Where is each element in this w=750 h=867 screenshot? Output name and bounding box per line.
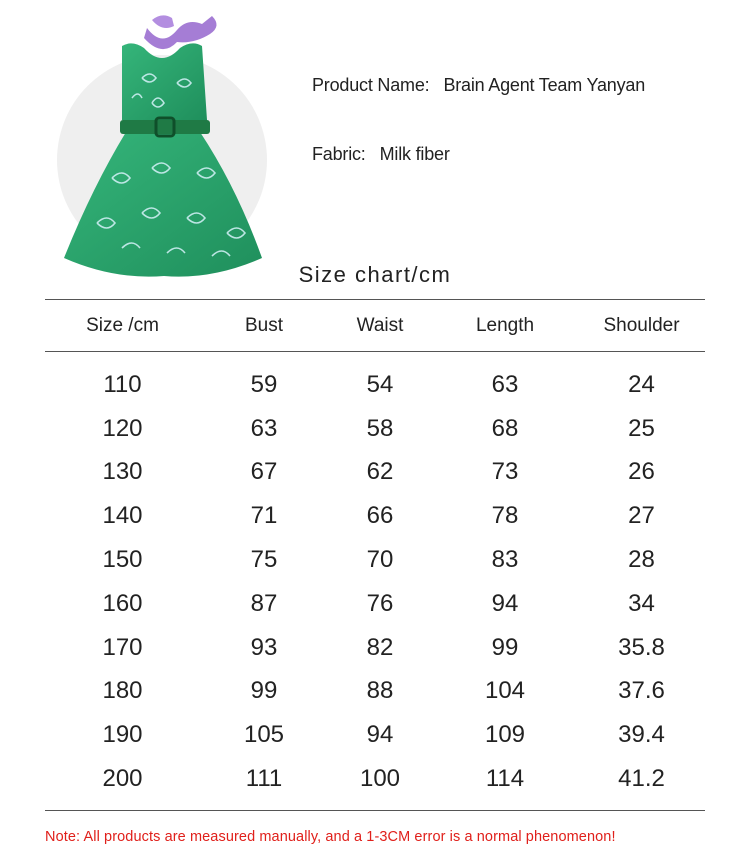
product-name-line [312, 75, 645, 96]
cell-shoulder: 34 [628, 589, 655, 617]
cell-waist: 100 [359, 765, 401, 793]
header-length: Length [475, 314, 535, 336]
cell-size: 120 [102, 414, 143, 442]
cell-bust: 111 [245, 765, 283, 793]
cell-size: 170 [102, 633, 143, 661]
product-image [52, 8, 282, 278]
table-row [45, 538, 705, 582]
cell-size: 140 [102, 502, 143, 530]
cell-waist: 76 [366, 589, 394, 617]
header-shoulder: Shoulder [603, 314, 680, 336]
product-name-value: Brain Agent Team Yanyan [443, 75, 646, 95]
table-row [45, 670, 705, 714]
cell-bust: 99 [250, 677, 278, 705]
cell-size: 200 [102, 765, 143, 793]
cell-size: 160 [102, 589, 143, 617]
cell-bust: 75 [250, 546, 278, 574]
header-size: Size /cm [86, 314, 159, 336]
cell-shoulder: 35.8 [618, 633, 665, 661]
table-header-row [45, 300, 705, 351]
cell-size: 180 [102, 677, 143, 705]
cell-shoulder: 37.6 [618, 677, 665, 705]
cell-length: 78 [491, 502, 519, 530]
cell-bust: 87 [250, 589, 278, 617]
fabric-label: Fabric: [312, 144, 366, 164]
measurement-note: Note: All products are measured manually, and a 1-3CM error is a normal phenomenon! [45, 829, 616, 845]
cell-shoulder: 26 [628, 458, 655, 486]
cell-length: 63 [491, 370, 519, 398]
cell-shoulder: 24 [628, 370, 655, 398]
cell-size: 150 [102, 546, 143, 574]
cell-shoulder: 28 [628, 546, 655, 574]
dress-bodice [122, 43, 207, 120]
table-row [45, 757, 705, 801]
cell-bust: 63 [250, 414, 278, 442]
cell-length: 99 [491, 633, 519, 661]
table-row [45, 351, 705, 407]
header-waist: Waist [356, 314, 404, 336]
cell-waist: 82 [366, 633, 394, 661]
cell-size: 110 [103, 370, 142, 398]
cell-bust: 105 [243, 721, 285, 749]
cell-size: 190 [102, 721, 143, 749]
cell-bust: 71 [250, 502, 278, 530]
table-row [45, 494, 705, 538]
cell-length: 109 [484, 721, 526, 749]
table-row [45, 713, 705, 757]
cell-waist: 94 [366, 721, 394, 749]
dress-illustration [52, 8, 282, 278]
cell-waist: 88 [366, 677, 394, 705]
cell-bust: 67 [250, 458, 278, 486]
cell-waist: 58 [366, 414, 394, 442]
cell-waist: 66 [366, 502, 394, 530]
cell-waist: 62 [366, 458, 394, 486]
cell-length: 83 [491, 546, 519, 574]
header-bust: Bust [244, 314, 284, 336]
cell-bust: 59 [250, 370, 278, 398]
cell-length: 114 [485, 765, 525, 793]
cell-shoulder: 27 [628, 502, 655, 530]
cell-length: 104 [484, 677, 526, 705]
fabric-line [312, 144, 450, 165]
cell-length: 68 [491, 414, 519, 442]
cell-waist: 70 [366, 546, 394, 574]
size-chart-title: Size chart/cm [298, 262, 452, 287]
cell-waist: 54 [366, 370, 394, 398]
cell-length: 94 [491, 589, 519, 617]
belt [120, 120, 210, 134]
product-name-label: Product Name: [312, 75, 430, 95]
cell-length: 73 [491, 458, 519, 486]
cell-shoulder: 41.2 [618, 765, 665, 793]
cell-bust: 93 [250, 633, 278, 661]
cell-size: 130 [102, 458, 143, 486]
fabric-value: Milk fiber [379, 144, 450, 164]
scarf-knot [152, 15, 174, 28]
table-row [45, 626, 705, 670]
table-row [45, 582, 705, 626]
table-bottom-rule [45, 810, 705, 811]
table-row [45, 451, 705, 495]
table-row [45, 407, 705, 451]
cell-shoulder: 25 [628, 414, 655, 442]
size-table [45, 300, 705, 801]
cell-shoulder: 39.4 [618, 721, 665, 749]
